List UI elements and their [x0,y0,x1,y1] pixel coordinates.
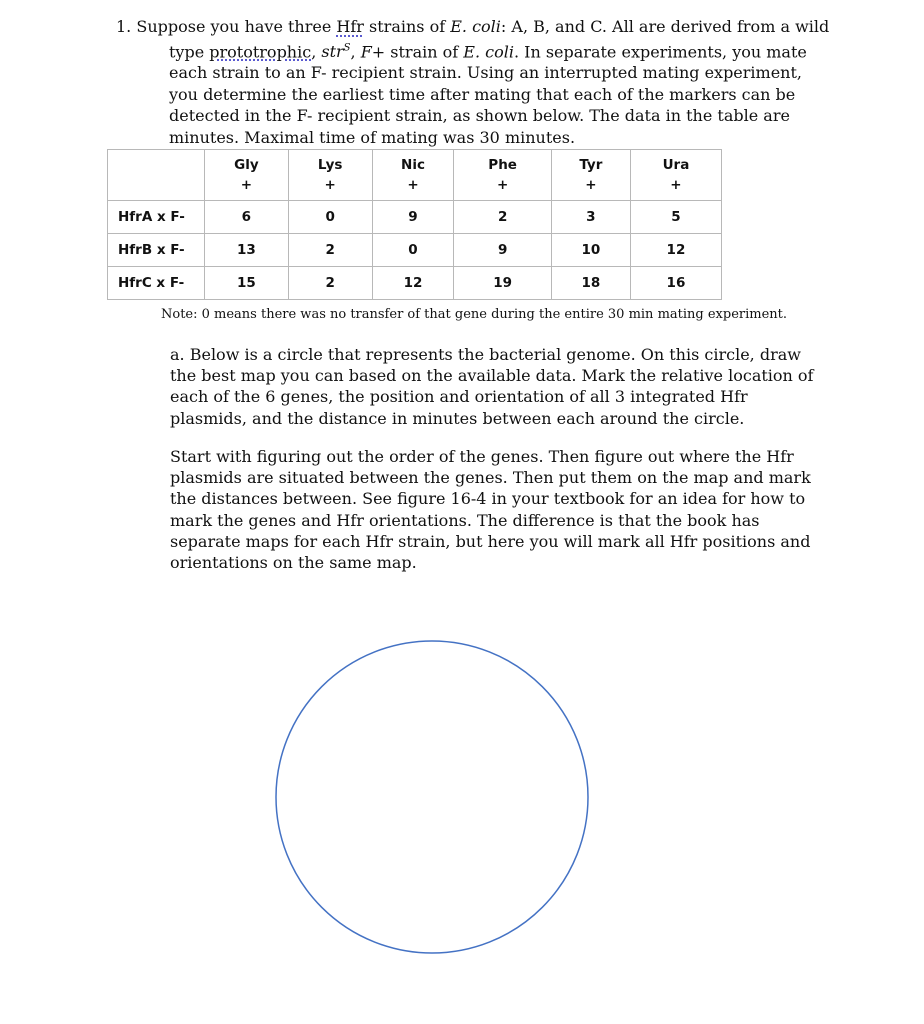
column-gly: Gly + [205,150,289,201]
table-cell: 16 [630,267,721,300]
question-number: 1. [116,17,132,36]
table-cell: 13 [205,234,289,267]
instructions-line: Start with figuring out the order of the genes. Then figure out where the Hfr [170,447,794,466]
part-a-line: the best map you can based on the available data. Mark the relative location of [170,366,814,386]
column-tyr: Tyr + [551,150,630,201]
instructions-line: separate maps for each Hfr strain, but here you will mark all Hfr positions and [170,531,811,551]
instructions-line: the distances between. See figure 16-4 in your textbook for an idea for how to [170,489,806,509]
instructions-line: plasmids are situated between the genes. Then put them on the map and mark [170,468,811,488]
table-cell: 3 [551,201,630,234]
table-cell: 12 [630,234,721,267]
part-a-line: plasmids, and the distance in minutes between each around the circle. [170,408,745,428]
table-cell: 9 [454,234,551,267]
table-note: Note: 0 means there was no transfer of that gene during the entire 30 min mating experiment. [161,307,788,322]
question-line-2: type prototrophic, str$^S$, F+ strain of E. coli. In separate experiments, you mate [169,41,807,61]
instructions-line: orientations on the same map. [170,553,417,573]
table-cell: 18 [551,267,630,300]
table-cell: 2 [288,267,372,300]
bacterial-genome-circle[interactable] [276,641,588,953]
table-cell: 2 [288,234,372,267]
instructions-line: mark the genes and Hfr orientations. The difference is that the book has [170,510,760,530]
table-cell: 10 [551,234,630,267]
column-ura: Ura + [630,150,721,201]
column-nic: Nic + [372,150,454,201]
row-label-hfra: HfrA x F- [108,201,205,234]
table-cell: 2 [454,201,551,234]
question-line-4: you determine the earliest time after mating that each of the markers can be [169,84,796,104]
part-a-line: each of the 6 genes, the position and orientation of all 3 integrated Hfr [170,387,748,407]
row-label-hfrc: HfrC x F- [108,267,205,300]
column-phe: Phe + [454,150,551,201]
table-cell: 5 [630,201,721,234]
question-line-3: each strain to an F- recipient strain. Using an interrupted mating experiment, [169,63,802,83]
row-label-hfrb: HfrB x F- [108,234,205,267]
table-cell: 0 [372,234,454,267]
column-lys: Lys + [288,150,372,201]
table-cell: 0 [288,201,372,234]
question-line-5: detected in the F- recipient strain, as shown below. The data in the table are [169,106,790,126]
table-cell: 12 [372,267,454,300]
table-cell: 19 [454,267,551,300]
table-cell: 9 [372,201,454,234]
question-line-1: 1. Suppose you have three Hfr strains of E. coli: A, B, and C. All are derived from a wild [116,17,830,36]
question-line-6: minutes. Maximal time of mating was 30 minutes. [169,127,576,147]
part-a-line: a. Below is a circle that represents the bacterial genome. On this circle, draw [170,345,801,364]
table-cell: 6 [205,201,289,234]
table-cell: 15 [205,267,289,300]
